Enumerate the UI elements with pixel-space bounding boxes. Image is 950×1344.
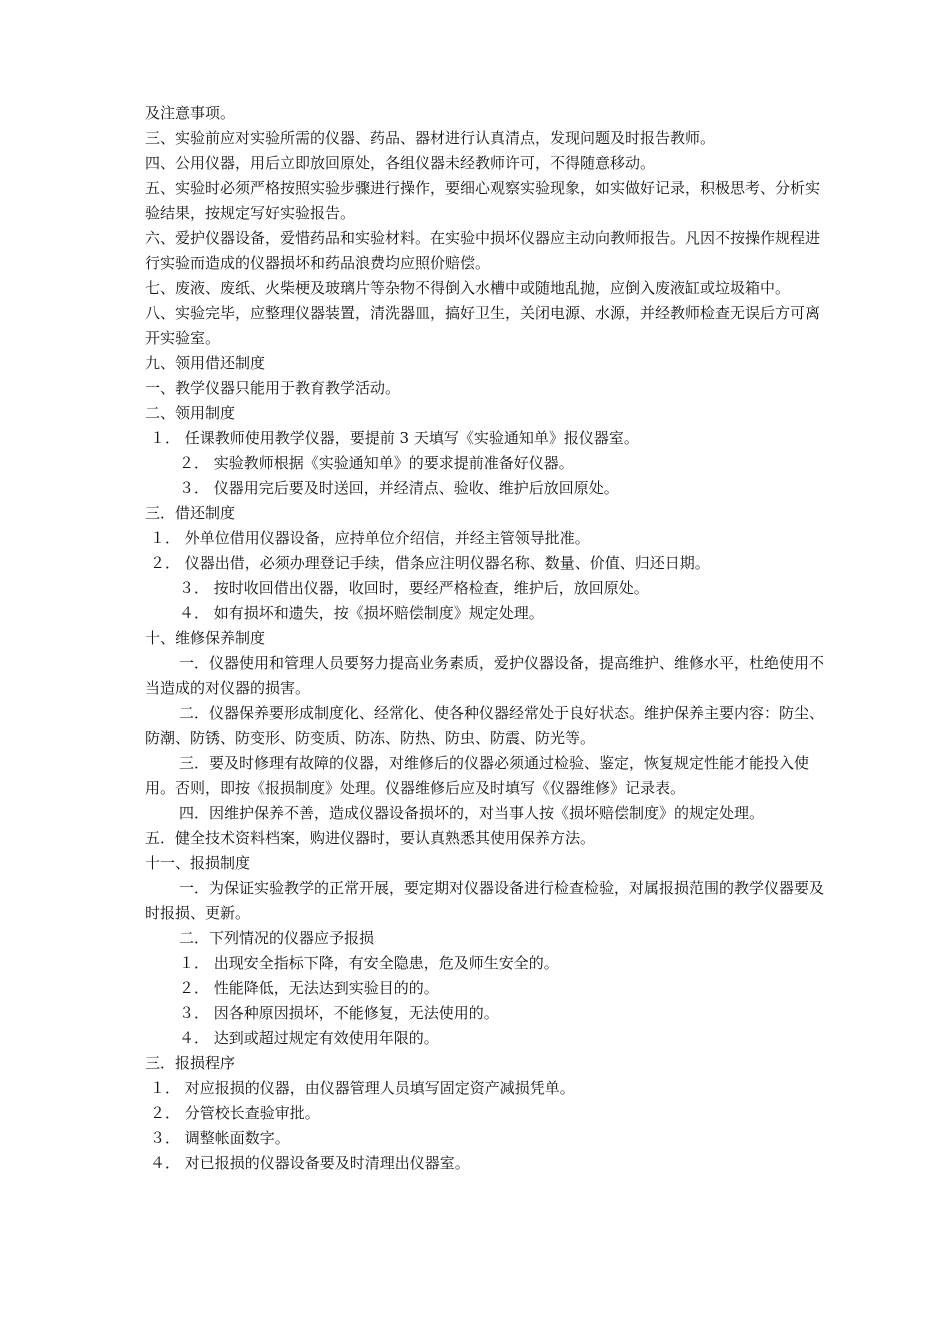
borrow-rule-1: 一、教学仪器只能用于教育教学活动。 — [145, 379, 401, 397]
scrap-condition: ２． 性能降低，无法达到实验目的的。 — [179, 979, 439, 997]
section-heading-11: 十一、报损制度 — [145, 854, 251, 872]
maintenance-item: 四．因维护保养不善，造成仪器设备损坏的，对当事人按《损坏赔偿制度》的规定处理。 — [179, 804, 765, 822]
borrow-item: １． 任课教师使用教学仪器，要提前 3 天填写《实验通知单》报仪器室。 — [150, 429, 639, 447]
scrap-condition: １． 出现安全指标下降，有安全隐患，危及师生安全的。 — [179, 954, 559, 972]
maintenance-item: 二．仪器保养要形成制度化、经常化、使各种仪器经常处于良好状态。维护保养主要内容：防尘、防潮、防锈、防变形、防变质、防冻、防热、防虫、防震、防光等。 — [145, 704, 825, 747]
scrap-procedure-item: ３． 调整帐面数字。 — [150, 1129, 290, 1147]
text-line: 及注意事项。 — [145, 104, 236, 122]
rule-7: 七、废液、废纸、火柴梗及玻璃片等杂物不得倒入水槽中或随地乱抛，应倒入废液缸或垃圾箱中。 — [145, 279, 791, 297]
rule-5: 五、实验时必须严格按照实验步骤进行操作，要细心观察实验现象，如实做好记录，积极思考、分析实验结果，按规定写好实验报告。 — [145, 179, 821, 222]
document-body — [145, 101, 825, 1176]
scrap-procedure-item: ４． 对已报损的仪器设备要及时清理出仪器室。 — [150, 1154, 470, 1172]
return-item: ３． 按时收回借出仪器，收回时，要经严格检查，维护后，放回原处。 — [179, 579, 649, 597]
scrap-condition: ４． 达到或超过规定有效使用年限的。 — [179, 1029, 439, 1047]
borrow-item: ２． 实验教师根据《实验通知单》的要求提前准备好仪器。 — [179, 454, 574, 472]
scrap-procedure-item: １． 对应报损的仪器，由仪器管理人员填写固定资产减损凭单。 — [150, 1079, 575, 1097]
scrap-item: 一．为保证实验教学的正常开展，要定期对仪器设备进行检查检验，对属报损范围的教学仪器要及时报损、更新。 — [145, 879, 825, 922]
return-item: １． 外单位借用仪器设备，应持单位介绍信，并经主管领导批准。 — [150, 529, 590, 547]
section-heading-9: 九、领用借还制度 — [145, 354, 266, 372]
rule-3: 三、实验前应对实验所需的仪器、药品、器材进行认真清点，发现问题及时报告教师。 — [145, 129, 716, 147]
section-heading-10: 十、维修保养制度 — [145, 629, 266, 647]
rule-6: 六、爱护仪器设备，爱惜药品和实验材料。在实验中损坏仪器应主动向教师报告。凡因不按操作规程进行实验而造成的仪器损坏和药品浪费均应照价赔偿。 — [145, 229, 821, 272]
return-item: ２． 仪器出借，必须办理登记手续，借条应注明仪器名称、数量、价值、归还日期。 — [150, 554, 710, 572]
rule-4: 四、公用仪器，用后立即放回原处，各组仪器未经教师许可，不得随意移动。 — [145, 154, 656, 172]
maintenance-item: 三．要及时修理有故障的仪器，对维修后的仪器必须通过检验、鉴定，恢复规定性能才能投入使用。否则，即按《报损制度》处理。仪器维修后应及时填写《仪器维修》记录表。 — [145, 754, 810, 797]
maintenance-item: 一．仪器使用和管理人员要努力提高业务素质，爱护仪器设备，提高维护、维修水平，杜绝使用不当造成的对仪器的损害。 — [145, 654, 825, 697]
rule-8: 八、实验完毕，应整理仪器装置，清洗器皿，搞好卫生，关闭电源、水源，并经教师检查无误后方可离开实验室。 — [145, 304, 821, 347]
scrap-procedure-heading: 三．报损程序 — [145, 1054, 236, 1072]
borrow-item: ３． 仪器用完后要及时送回，并经清点、验收、维护后放回原处。 — [179, 479, 619, 497]
borrow-subheading-2: 二、领用制度 — [145, 404, 236, 422]
return-item: ４． 如有损坏和遗失，按《损坏赔偿制度》规定处理。 — [179, 604, 544, 622]
maintenance-item: 五．健全技术资料档案，购进仪器时，要认真熟悉其使用保养方法。 — [145, 829, 596, 847]
scrap-condition: ３． 因各种原因损坏，不能修复，无法使用的。 — [179, 1004, 499, 1022]
scrap-procedure-item: ２． 分管校长查验审批。 — [150, 1104, 320, 1122]
borrow-subheading-3: 三．借还制度 — [145, 504, 236, 522]
scrap-subheading: 二．下列情况的仪器应予报损 — [179, 929, 375, 947]
